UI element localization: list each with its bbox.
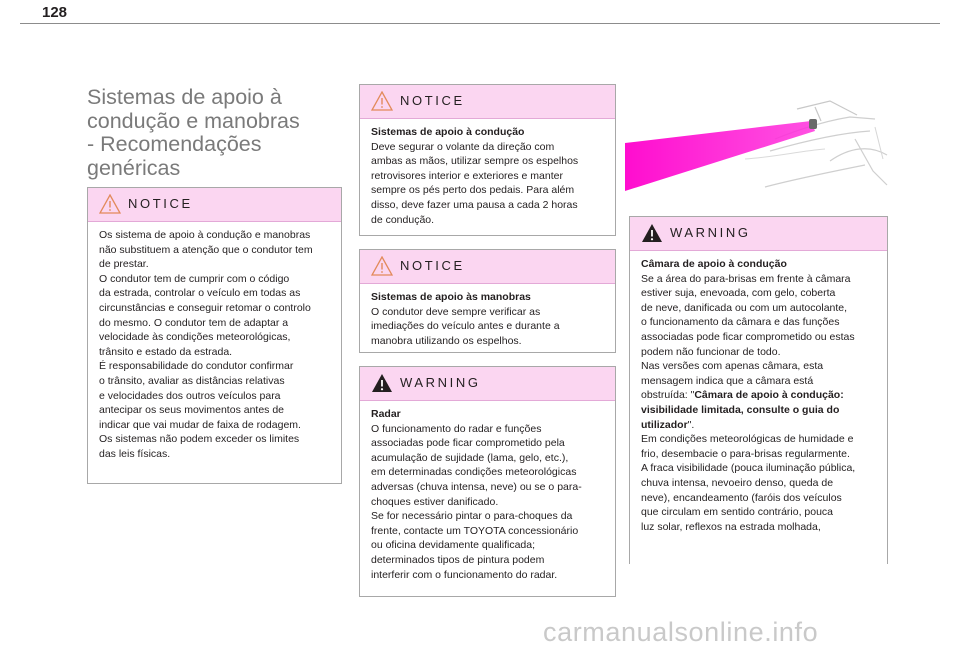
text-line: em determinadas condições meteorológicas <box>371 466 577 479</box>
text-line: das leis físicas. <box>99 447 171 460</box>
warning-title: Câmara de apoio à condução <box>641 258 787 270</box>
text-line: disso, deve fazer uma pausa a cada 2 horas <box>371 198 578 211</box>
text-line: não substituem a atenção que o condutor tem <box>99 243 313 256</box>
text-line: neve), encandeamento (faróis dos veículos <box>641 491 842 504</box>
notice-box-driving-assist <box>359 84 616 236</box>
text-line: Deve segurar o volante da direção com <box>371 140 555 153</box>
notice-box-maneuver-assist <box>359 249 616 353</box>
text-line: retrovisores interior e exteriores e manter <box>371 169 563 182</box>
text-line: O funcionamento do radar e funções <box>371 422 542 435</box>
message-line: visibilidade limitada, consulte o guia do <box>641 403 840 416</box>
text-line: A fraca visibilidade (pouca iluminação pública, <box>641 462 856 475</box>
page-number: 128 <box>42 4 68 21</box>
caution-triangle-icon <box>371 256 393 276</box>
text-line: choques estiver danificado. <box>371 495 499 508</box>
text-line: O condutor deve sempre verificar as <box>371 305 541 318</box>
notice-label: NOTICE <box>400 93 465 108</box>
warning-box-radar <box>359 366 616 597</box>
text-line: que circulam em sentido contrário, pouca <box>641 506 834 519</box>
text-line: ou oficina devidamente qualificada; <box>371 539 536 552</box>
text-line: Em condições meteorológicas de humidade e <box>641 433 854 446</box>
text-line: determinados tipos de pintura podem <box>371 553 545 566</box>
notice-header <box>360 250 615 284</box>
notice-title: Sistemas de apoio à condução <box>371 126 525 138</box>
text-line: frente, contacte um TOYOTA concessionário <box>371 524 579 537</box>
camera-icon <box>809 119 817 129</box>
warning-label: WARNING <box>400 375 481 390</box>
message-line: utilizador". <box>641 418 695 431</box>
text-line: sempre os pés perto dos pedais. Para além <box>371 184 575 197</box>
notice-title: Sistemas de apoio às manobras <box>371 291 531 303</box>
text-line: imediações do veículo antes e durante a <box>371 320 560 333</box>
warning-triangle-icon <box>371 373 393 393</box>
notice-label: NOTICE <box>400 258 465 273</box>
text-line: interferir com o funcionamento do radar. <box>371 568 558 581</box>
warning-body <box>630 251 887 534</box>
notice-label: NOTICE <box>128 196 193 211</box>
text-line: Se a área do para-brisas em frente à câmara <box>641 272 851 285</box>
text-line: Os sistemas não podem exceder os limites <box>99 433 300 446</box>
notice-header <box>88 188 341 222</box>
text-line: indicar que vai mudar de faixa de rodagem. <box>99 418 301 431</box>
message-line: obstruída: "Câmara de apoio à condução: <box>641 389 844 402</box>
warning-header <box>630 217 887 251</box>
section-heading: Sistemas de apoio à condução e manobras - Recomendações genéricas <box>87 85 300 180</box>
text-line: É responsabilidade do condutor confirmar <box>99 360 294 373</box>
notice-box-general <box>87 187 342 484</box>
watermark: carmanualsonline.info <box>543 617 819 647</box>
text-line: da estrada, controlar o veículo em todas as <box>99 287 301 300</box>
text-line: e velocidades dos outros veículos para <box>99 389 281 402</box>
caution-triangle-icon <box>371 91 393 111</box>
text-line: ambas as mãos, utilizar sempre os espelhos <box>371 155 579 168</box>
text-line: associadas pode ficar comprometido ou estas <box>641 330 855 343</box>
text-line: Se for necessário pintar o para-choques da <box>371 510 573 523</box>
text-line: podem não funcionar de todo. <box>641 345 781 358</box>
text-line: de condução. <box>371 213 435 226</box>
text-line: frio, desembacie o para-brisas regularmente. <box>641 447 850 460</box>
text-line: trânsito e estado da estrada. <box>99 345 233 358</box>
camera-beam <box>625 121 815 191</box>
warning-title: Radar <box>371 408 401 420</box>
text-line: chuva intensa, nevoeiro denso, queda de <box>641 476 834 489</box>
notice-body <box>360 119 615 227</box>
text-line: o trânsito, avaliar as distâncias relativas <box>99 374 285 387</box>
warning-triangle-icon <box>641 223 663 243</box>
text-line: associadas pode ficar comprometido pela <box>371 437 565 450</box>
text-line: velocidade às condições meteorológicas, <box>99 331 291 344</box>
warning-body <box>360 401 615 582</box>
text-line: de prestar. <box>99 258 149 271</box>
text-line: do mesmo. O condutor tem de adaptar a <box>99 316 289 329</box>
text-line: manobra utilizando os espelhos. <box>371 334 522 347</box>
text-line: acumulação de sujidade (lama, gelo, etc.), <box>371 451 569 464</box>
text-line: circunstâncias e conseguir retomar o controlo <box>99 301 311 314</box>
caution-triangle-icon <box>99 194 121 214</box>
header-rule <box>20 23 940 24</box>
text-line: mensagem indica que a câmara está <box>641 374 814 387</box>
text-line: antecipar os seus movimentos antes de <box>99 404 285 417</box>
text-line: O condutor tem de cumprir com o código <box>99 272 290 285</box>
text-line: de neve, danificada ou com um autocolante, <box>641 301 848 314</box>
windshield-camera-illustration <box>625 99 890 191</box>
text-line: estiver suja, enevoada, com gelo, coberta <box>641 287 836 300</box>
text-line: o funcionamento da câmara e das funções <box>641 316 840 329</box>
warning-box-camera <box>629 216 888 564</box>
warning-label: WARNING <box>670 225 751 240</box>
text-line: Os sistema de apoio à condução e manobras <box>99 229 311 241</box>
text-line: luz solar, reflexos na estrada molhada, <box>641 520 821 533</box>
notice-header <box>360 85 615 119</box>
text-line: adversas (chuva intensa, neve) ou se o para- <box>371 480 582 493</box>
notice-body <box>360 284 615 348</box>
notice-body <box>88 222 341 462</box>
text-line: Nas versões com apenas câmara, esta <box>641 360 824 373</box>
warning-header <box>360 367 615 401</box>
